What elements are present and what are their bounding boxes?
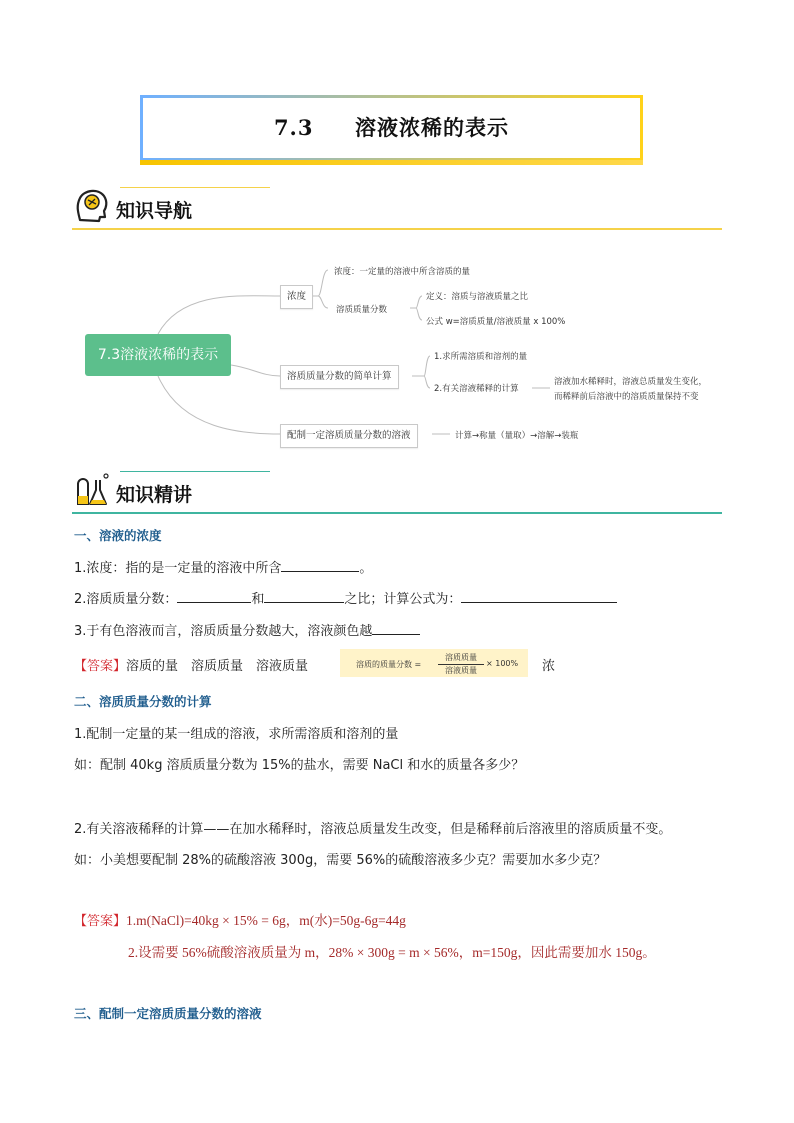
blank[interactable] [177, 589, 251, 603]
answer-line2: 2.设需要 56%硫酸溶液质量为 m，28% × 300g = m × 56%，m=150g，因此需要加水 150g。 [128, 945, 656, 960]
heading-part2: 二、溶质质量分数的计算 [74, 694, 212, 709]
section-header-nav [72, 184, 722, 230]
mindmap-node-simple-calc: 溶质质量分数的简单计算 [280, 365, 399, 389]
answer-text: 溶质的量 溶质质量 溶液质量 [126, 659, 309, 674]
section-title-nav: 知识导航 [116, 200, 193, 222]
question-2: 2.溶质质量分数： 和 之比；计算公式为： [74, 588, 617, 607]
heading-part3: 三、配制一定溶质质量分数的溶液 [74, 1006, 262, 1021]
section-title-lecture: 知识精讲 [116, 484, 193, 506]
lab-flask-icon [72, 470, 112, 510]
answer-part1 [74, 655, 308, 674]
answer-tag: 【答案】 [74, 914, 127, 929]
mindmap-leaf-steps: 计算→称量（量取）→溶解→装瓶 [455, 431, 579, 441]
brain-head-icon [72, 186, 112, 226]
formula-denominator: 溶液质量 [445, 666, 477, 675]
answer-last: 浓 [542, 659, 556, 674]
formula-box [340, 649, 528, 677]
mindmap-leaf-dilution2: 而稀释前后溶液中的溶质质量保持不变 [554, 392, 699, 402]
blank[interactable] [264, 589, 344, 603]
heading-part1: 一、溶液的浓度 [74, 528, 162, 543]
answer-tag: 【答案】 [74, 659, 127, 674]
title-text: 溶液浓稀的表示 [355, 115, 510, 140]
blank[interactable] [281, 558, 359, 572]
blank[interactable] [461, 589, 617, 603]
formula-right: × 100% [486, 659, 519, 668]
mindmap-leaf-conc-def: 浓度：一定量的溶液中所含溶质的量 [334, 267, 471, 277]
question-1: 1.浓度：指的是一定量的溶液中所含 。 [74, 557, 372, 576]
answer-line1: 1.m(NaCl)=40kg × 15% = 6g，m(水)=50g-6g=44g [126, 913, 406, 928]
formula-fraction [438, 652, 484, 676]
part2-line3: 2.有关溶液稀释的计算——在加水稀释时，溶液总质量发生改变，但是稀释前后溶液里的溶质质量不变。 [74, 822, 672, 837]
part2-line4: 如：小美想要配制 28%的硫酸溶液 300g，需要 56%的硫酸溶液多少克？需要加水多少克？ [74, 853, 607, 868]
part2-line1: 1.配制一定量的某一组成的溶液，求所需溶质和溶剂的量 [74, 727, 399, 742]
mindmap-node-prepare: 配制一定溶质质量分数的溶液 [280, 424, 418, 448]
mindmap-root-node: 7.3溶液浓稀的表示 [85, 334, 231, 376]
page-title [143, 112, 640, 142]
mind-map [72, 250, 732, 450]
part2-line2: 如：配制 40kg 溶质质量分数为 15%的盐水，需要 NaCl 和水的质量各多少？ [74, 758, 525, 773]
mindmap-leaf-calc2: 2.有关溶液稀释的计算 [434, 384, 519, 394]
answer-part2 [74, 909, 406, 929]
section-header-lecture [72, 468, 722, 514]
mindmap-leaf-mass-fraction: 溶质质量分数 [336, 305, 388, 315]
mindmap-leaf-formula: 公式 w=溶质质量/溶液质量 x 100% [426, 317, 566, 327]
formula-numerator: 溶质质量 [438, 652, 484, 665]
mindmap-node-concentration: 浓度 [280, 285, 313, 309]
blank[interactable] [372, 621, 420, 635]
title-box [140, 95, 643, 161]
question-3: 3.于有色溶液而言，溶质质量分数越大，溶液颜色越 [74, 620, 420, 639]
mindmap-leaf-definition: 定义：溶质与溶液质量之比 [426, 292, 529, 302]
mindmap-leaf-calc1: 1.求所需溶质和溶剂的量 [434, 352, 528, 362]
formula-left: 溶质的质量分数 = [356, 660, 422, 669]
mindmap-leaf-dilution1: 溶液加水稀释时，溶液总质量发生变化， [554, 377, 708, 387]
title-number: 7.3 [273, 115, 314, 140]
